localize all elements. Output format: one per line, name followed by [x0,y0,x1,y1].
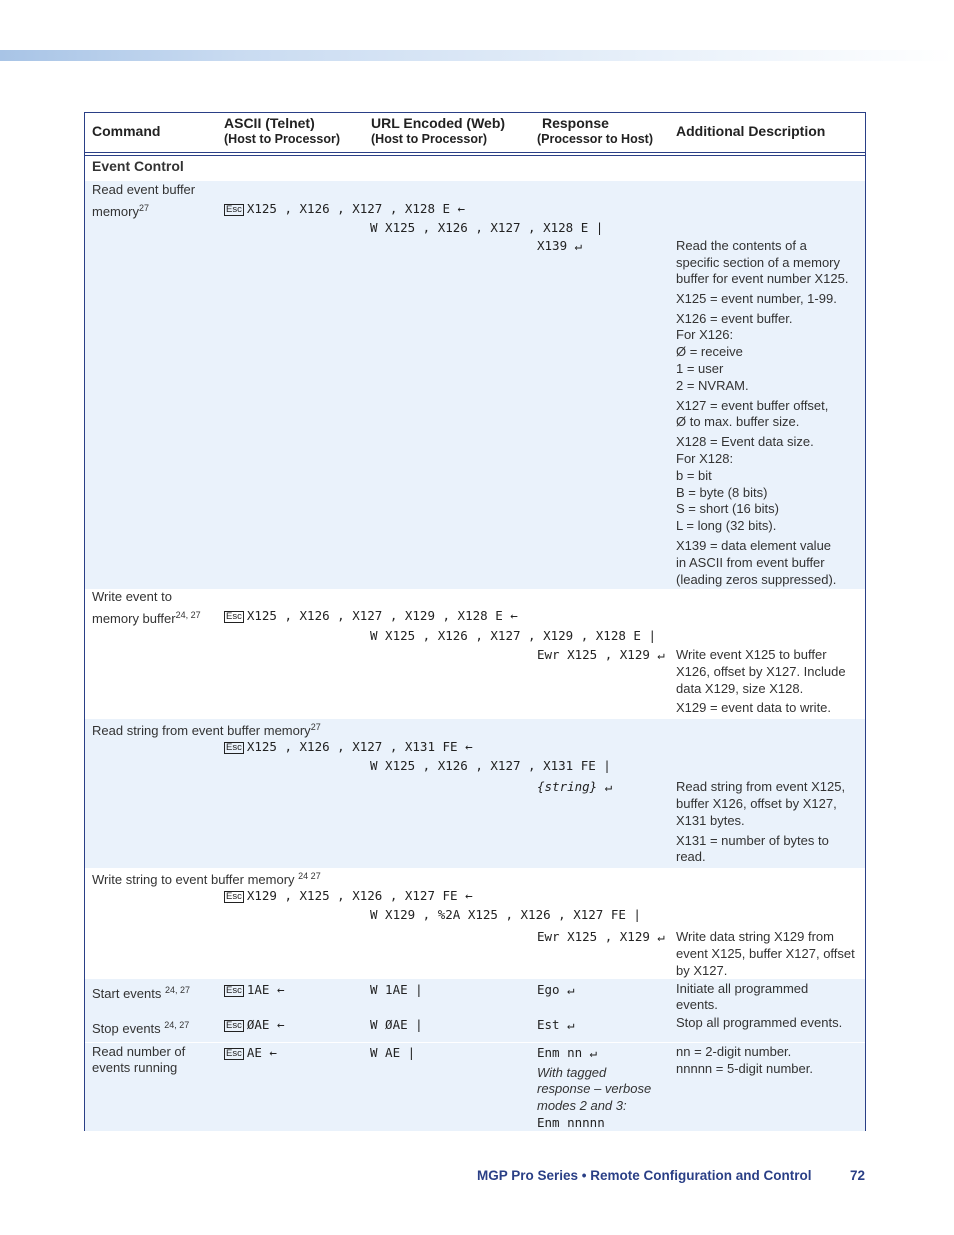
response-text: Enm nn ↵ [537,1045,598,1060]
response-text-verbose: Enm nnnnn [537,1115,605,1130]
desc-line: X129 = event data to write. [676,700,832,715]
url-command: W ØAE | [370,1017,423,1032]
response-text: Ewr X125 , X129 ↵ [537,929,665,944]
url-command: W X125 , X126 , X127 , X128 E | [370,220,604,235]
desc-line: 2 = NVRAM. [676,378,749,393]
desc-line: B = byte (8 bits) [676,485,768,500]
desc-line: nn = 2-digit number. [676,1044,792,1059]
ascii-command: Esc X125 , X126 , X127 , X129 , X128 E ← [226,608,518,623]
desc-line: read. [676,849,706,864]
command-name: Read number of [92,1044,186,1059]
desc-line: Stop all programmed events. [676,1015,843,1030]
table-header [85,113,865,153]
header-command: Command [92,123,161,139]
command-name: Read event buffer [92,182,196,197]
desc-line: in ASCII from event buffer [676,555,825,570]
command-name-line2: memory$^{27}$ [92,203,149,219]
desc-line: For X126: [676,327,734,342]
desc-line: X126, offset by X127. Include [676,664,846,679]
ascii-command: Esc X125 , X126 , X127 , X128 E ← [226,201,466,216]
desc-line: X139 = data element value [676,538,832,553]
url-command: W AE | [370,1045,416,1060]
desc-line: (leading zeros suppressed). [676,572,837,587]
url-command: W X125 , X126 , X127 , X131 FE | [370,758,611,773]
response-text: X139 ↵ [537,238,583,253]
desc-line: by X127. [676,963,728,978]
command-name: Start events $^{24, 27}$ [92,985,191,1001]
command-name: Write string to event buffer memory $^{24 27}$ [92,871,321,887]
desc-line: Ø to max. buffer size. [676,414,800,429]
desc-line: X131 bytes. [676,813,745,828]
response-text: Est ↵ [537,1017,575,1032]
desc-line: data X129, size X128. [676,681,804,696]
desc-line: X128 = Event data size. [676,434,814,449]
desc-line: X125 = event number, 1-99. [676,291,837,306]
response-text: Ewr X125 , X129 ↵ [537,647,665,662]
header-divider [85,155,865,156]
desc-line: S = short (16 bits) [676,501,779,516]
command-name: Write event to [92,589,172,604]
url-command: W 1AE | [370,982,423,997]
section-title: Event Control [92,158,184,174]
url-command: W X125 , X126 , X127 , X129 , X128 E | [370,628,656,643]
desc-line: X127 = event buffer offset, [676,398,829,413]
desc-line: nnnnn = 5-digit number. [676,1061,813,1076]
header-ascii: ASCII (Telnet) (Host to Processor) [224,115,340,146]
desc-line: Ø = receive [676,344,743,359]
header-url: URL Encoded (Web) (Host to Processor) [371,115,506,146]
command-name-line2: memory buffer$^{24, 27}$ [92,610,201,626]
desc-line: event X125, buffer X127, offset [676,946,855,961]
desc-line: Write data string X129 from [676,929,834,944]
response-text: {string} ↵ [537,779,613,794]
header-description: Additional Description [676,123,826,139]
ascii-command: Esc X129 , X125 , X126 , X127 FE ← [226,888,473,903]
desc-line: events. [676,997,718,1012]
desc-line: 1 = user [676,361,724,376]
ascii-command: Esc AE ← [226,1045,277,1060]
command-table [84,112,866,1131]
desc-line: Read string from event X125, [676,779,846,794]
desc-line: X126 = event buffer. [676,311,793,326]
desc-line: Write event X125 to buffer [676,647,827,662]
url-command: W X129 , %2A X125 , X126 , X127 FE | [370,907,641,922]
ascii-command: Esc 1AE ← [226,982,285,997]
command-name: Read string from event buffer memory$^{27}$ [92,722,321,738]
response-note: With tagged [537,1065,607,1080]
command-name: Stop events $^{24, 27}$ [92,1020,190,1036]
command-name-line2: events running [92,1060,178,1075]
desc-line: buffer X126, offset by X127, [676,796,837,811]
desc-line: L = long (32 bits). [676,518,777,533]
response-note: response – verbose [537,1081,652,1096]
ascii-command: Esc ØAE ← [226,1017,285,1032]
desc-line: buffer for event number X125. [676,271,849,286]
footer-title: MGP Pro Series • Remote Configuration and Control [477,1168,812,1183]
desc-line: For X128: [676,451,734,466]
page-number: 72 [850,1168,866,1183]
desc-line: specific section of a memory [676,255,841,270]
header-response: Response (Processor to Host) [537,115,653,146]
desc-line: Initiate all programmed [676,981,809,996]
ascii-command: Esc X125 , X126 , X127 , X131 FE ← [226,739,473,754]
response-text: Ego ↵ [537,982,575,997]
top-accent-bar [0,50,954,61]
desc-line: Read the contents of a [676,238,807,253]
desc-line: b = bit [676,468,712,483]
desc-line: X131 = number of bytes to [676,833,829,848]
response-note: modes 2 and 3: [537,1098,627,1113]
